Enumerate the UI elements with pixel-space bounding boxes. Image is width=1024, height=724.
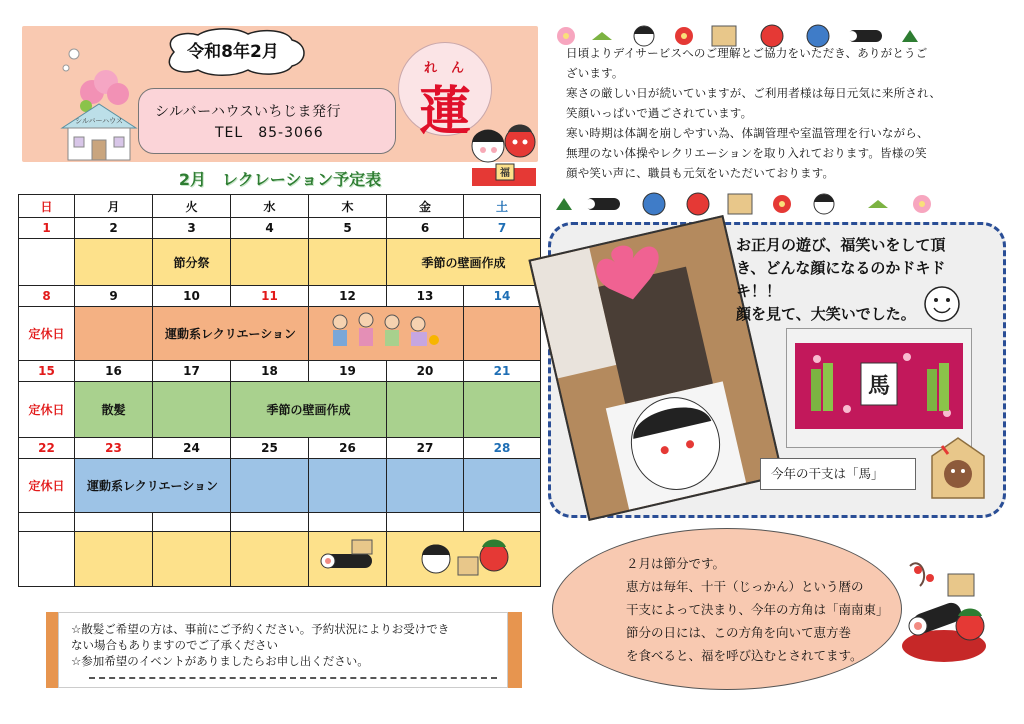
photo-caption-line: 顔を見て、大笑いでした。 [736, 305, 916, 323]
date-cell: 10 [153, 286, 231, 307]
event-cell [231, 239, 309, 286]
date-cell: 6 [387, 218, 464, 239]
ehomaki-oni-illustration [900, 556, 990, 666]
ehomaki-illustration [309, 532, 387, 587]
date-cell: 9 [75, 286, 153, 307]
date-cell-holiday: 11 [231, 286, 309, 307]
event-cell [75, 307, 153, 361]
weekday-sun: 日 [19, 195, 75, 218]
greeting-text [566, 43, 986, 183]
event-wall-art: 季節の壁画作成 [231, 382, 387, 438]
weekday-wed: 水 [231, 195, 309, 218]
date-cell: 7 [464, 218, 541, 239]
notes-tab-left [46, 612, 58, 688]
weekday-header [19, 195, 541, 218]
event-cell [387, 459, 464, 513]
note-line: ☆散髪ご希望の方は、事前にご予約ください。予約状況によりお受けでき [71, 622, 450, 636]
publisher-tel: TEL 85-3066 [215, 125, 324, 141]
date-cell: 24 [153, 438, 231, 459]
event-cell [153, 532, 231, 587]
zodiac-label: 今年の干支は「馬」 [760, 458, 916, 490]
weekday-mon: 月 [75, 195, 153, 218]
date-cell: 20 [387, 361, 464, 382]
event-setsubun-festival: 節分祭 [153, 239, 231, 286]
event-cell [231, 532, 309, 587]
date-cell-holiday: 23 [75, 438, 153, 459]
event-exercise-recreation: 運動系レクリエーション [75, 459, 231, 513]
photo-caption-line: き、どんな顔になるのかドキド [736, 259, 946, 277]
date-cell: 8 [19, 286, 75, 307]
event-cell [387, 382, 464, 438]
date-cell: 25 [231, 438, 309, 459]
closed-day: 定休日 [19, 459, 75, 513]
event-wall-art: 季節の壁画作成 [387, 239, 541, 286]
event-cell [75, 532, 153, 587]
publisher-name: シルバーハウスいちじま発行 [155, 104, 342, 120]
weekday-fri: 金 [387, 195, 464, 218]
date-row [19, 361, 541, 382]
notes-box [58, 612, 508, 688]
date-row-empty [19, 513, 541, 532]
date-cell: 1 [19, 218, 75, 239]
ren-ruby: れん [423, 61, 478, 76]
event-row [19, 239, 541, 286]
event-row [19, 382, 541, 438]
date-cell: 27 [387, 438, 464, 459]
date-cell: 4 [231, 218, 309, 239]
recreation-calendar [18, 194, 541, 587]
wall-art-photo [786, 328, 972, 448]
event-cell [464, 382, 541, 438]
event-cell [309, 459, 387, 513]
event-cell [153, 382, 231, 438]
event-cell [309, 239, 387, 286]
photo-caption-line: キ！！ [736, 282, 782, 300]
closed-day: 定休日 [19, 382, 75, 438]
date-row [19, 218, 541, 239]
setsubun-line: 節分の日には、この方角を向いて恵方巻 [626, 625, 852, 640]
house-illustration [56, 44, 142, 162]
date-cell [309, 513, 387, 532]
date-cell: 28 [464, 438, 541, 459]
banner-kanji: 馬 [867, 374, 891, 399]
date-cell: 3 [153, 218, 231, 239]
date-cell: 5 [309, 218, 387, 239]
publisher-box [138, 88, 396, 154]
title-bubble [158, 28, 308, 76]
date-cell [231, 513, 309, 532]
greeting-line: 顔や笑い声に、職員も元気をいただいております。 [566, 166, 835, 180]
closed-day: 定休日 [19, 307, 75, 361]
date-cell: 22 [19, 438, 75, 459]
setsubun-line: を食べると、福を呼び込むとされてます。 [626, 648, 863, 663]
date-cell [19, 513, 75, 532]
weekday-sat: 土 [464, 195, 541, 218]
fuku-sign: 福 [500, 168, 510, 179]
event-cell [464, 307, 541, 361]
page-title: 令和8年2月 [187, 42, 279, 62]
notes-divider [89, 677, 497, 679]
setsubun-line: 干支によって決まり、今年の方角は「南南東」 [626, 602, 889, 617]
date-cell: 16 [75, 361, 153, 382]
event-cell [19, 532, 75, 587]
date-row [19, 438, 541, 459]
date-cell: 14 [464, 286, 541, 307]
date-cell: 21 [464, 361, 541, 382]
event-cell [19, 239, 75, 286]
ema-horse-illustration [928, 434, 988, 504]
event-cell [464, 459, 541, 513]
date-row [19, 286, 541, 307]
event-exercise-recreation: 運動系レクリエーション [153, 307, 309, 361]
notes-tab-right [508, 612, 522, 688]
event-row [19, 307, 541, 361]
date-cell [464, 513, 541, 532]
setsubun-line: ２月は節分です。 [626, 556, 726, 571]
weekday-tue: 火 [153, 195, 231, 218]
event-cell [231, 459, 309, 513]
note-line: ない場合もありますのでご了承ください [71, 638, 278, 652]
date-cell: 12 [309, 286, 387, 307]
decoration-row-bottom [552, 192, 992, 218]
setsubun-line: 恵方は毎年、十干（じっかん）という暦の [626, 579, 864, 594]
smiley-icon [922, 284, 962, 324]
weekday-thu: 木 [309, 195, 387, 218]
photo-caption-line: お正月の遊び、福笑いをして頂 [736, 236, 946, 254]
okame-oni-illustration [468, 118, 540, 188]
event-haircut: 散髪 [75, 382, 153, 438]
greeting-line: ざいます。 [566, 66, 624, 80]
date-cell: 13 [387, 286, 464, 307]
greeting-line: 笑顔いっぱいで過ごされています。 [566, 106, 753, 120]
greeting-line: 寒さの厳しい日が続いていますが、ご利用者様は毎日元気に来所され、 [566, 86, 942, 100]
note-line: ☆参加希望のイベントがありましたらお申し出ください。 [71, 654, 369, 668]
date-cell: 2 [75, 218, 153, 239]
date-cell: 26 [309, 438, 387, 459]
event-row-empty [19, 532, 541, 587]
date-cell: 15 [19, 361, 75, 382]
date-cell [387, 513, 464, 532]
ren-kanji: 蓮 [418, 81, 471, 142]
house-sign: シルバーハウス [75, 117, 123, 125]
setsubun-text [626, 552, 906, 667]
event-cell [75, 239, 153, 286]
date-cell: 19 [309, 361, 387, 382]
exercise-illustration [309, 307, 464, 361]
greeting-line: 無理のない体操やレクリエーションを取り入れております。皆様の笑 [566, 146, 927, 160]
event-row [19, 459, 541, 513]
greeting-line: 日頃よりデイサービスへのご理解とご協力をいただき、ありがとうご [566, 46, 928, 60]
calendar-title: 2月 レクレーション予定表 [178, 170, 382, 189]
okame-oni-small-illustration [387, 532, 541, 587]
date-cell [75, 513, 153, 532]
date-cell: 17 [153, 361, 231, 382]
greeting-line: 寒い時期は体調を崩しやすい為、体調管理や室温管理を行いながら、 [566, 126, 929, 140]
date-cell: 18 [231, 361, 309, 382]
date-cell [153, 513, 231, 532]
